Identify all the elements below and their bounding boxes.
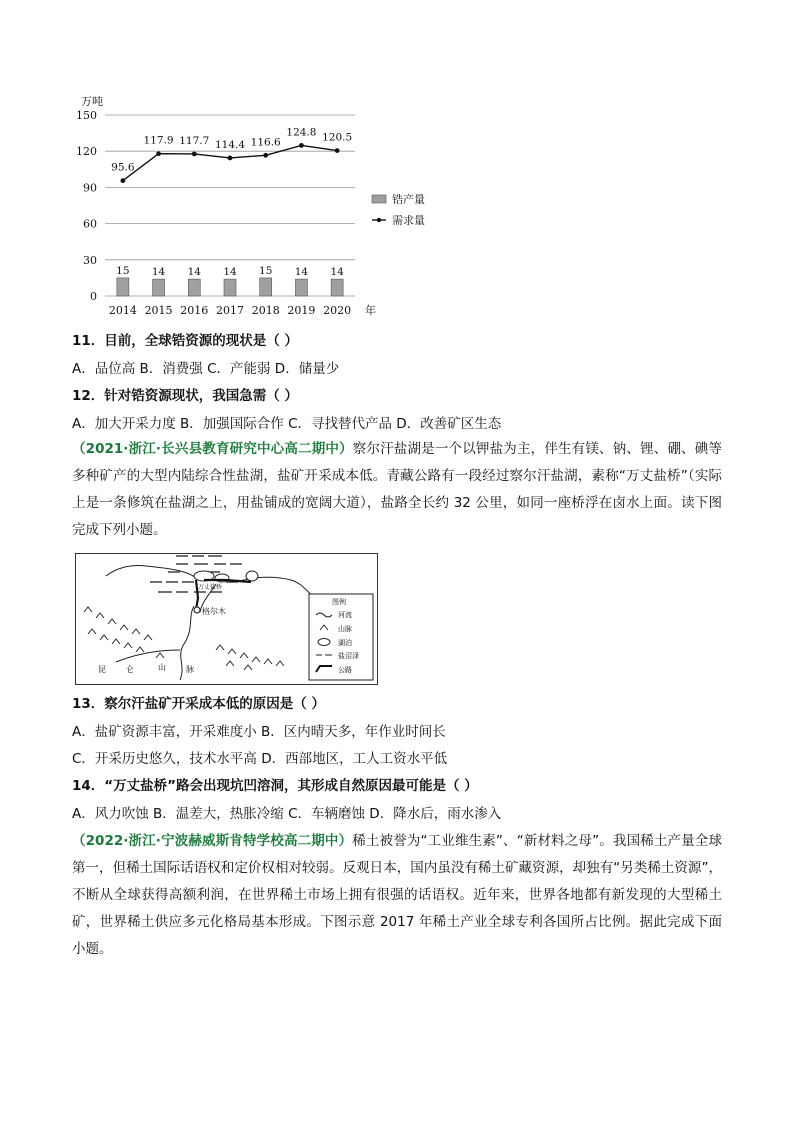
city-label: 格尔木 — [202, 607, 226, 616]
y-tick-label: 90 — [83, 181, 97, 195]
bar — [260, 278, 272, 296]
question-14-options: A．风力吹蚀 B．温差大，热胀冷缩 C．车辆磨蚀 D．降水后，雨水渗入 — [72, 806, 502, 822]
question-12-options: A．加大开采力度 B．加强国际合作 C．寻找替代产品 D．改善矿区生态 — [72, 416, 502, 432]
question-11-stem: 11．目前，全球锆资源的现状是（ ） — [72, 333, 298, 349]
passage-1-text: 察尔汗盐湖是一个以钾盐为主，伴生有镁、钠、锂、硼、碘等多种矿产的大型内陆综合性盐湖，盐矿开采成本低。青藏公路有一段经过察尔汗盐湖，素称“万丈盐桥”（实际上是一条修筑在盐湖之上，用盐铺成的宽阔大道），盐路全长约 32 公里，如同一座桥浮在卤水上面。读下图完成下列小题。 — [72, 441, 722, 538]
bar — [188, 279, 200, 296]
line-data-label: 116.6 — [250, 136, 281, 149]
x-tick-label: 2018 — [251, 304, 280, 317]
river-lines — [106, 565, 316, 680]
bar-data-label: 14 — [151, 266, 166, 279]
line-data-label: 114.4 — [214, 138, 246, 151]
y-tick-label: 30 — [83, 253, 97, 267]
line-data-label: 124.8 — [286, 126, 317, 139]
y-tick-label: 0 — [90, 290, 97, 303]
bar — [331, 279, 343, 296]
passage-1 — [72, 436, 722, 544]
passage-1-source: （2021·浙江·长兴县教育研究中心高二期中） — [72, 441, 353, 457]
mountain-symbols — [84, 607, 284, 670]
bridge-label: 万丈盐桥 — [198, 584, 223, 591]
question-13-stem: 13．察尔汗盐矿开采成本低的原因是（ ） — [72, 696, 325, 712]
mountain-char-4: 脉 — [186, 665, 194, 674]
question-13-options-cd: C．开采历史悠久，技术水平高 D．西部地区，工人工资水平低 — [72, 751, 448, 767]
x-tick-label: 2019 — [287, 304, 316, 317]
bar-data-label: 15 — [259, 264, 273, 277]
bar — [153, 279, 165, 296]
demand-point — [156, 151, 161, 156]
qarhan-map — [75, 553, 378, 685]
line-data-label: 117.7 — [179, 134, 210, 147]
bar-data-label: 15 — [116, 264, 130, 277]
bar-data-label: 14 — [330, 266, 344, 279]
line-data-label: 120.5 — [322, 131, 353, 144]
x-tick-label: 2016 — [180, 304, 209, 317]
demand-point — [299, 143, 304, 148]
legend-lake-symbol — [318, 639, 330, 646]
line-data-label: 117.9 — [143, 134, 174, 147]
city-dot — [194, 607, 200, 613]
legend-line-marker — [377, 218, 381, 222]
legend-bar-label: 锆产量 — [392, 193, 425, 206]
y-axis-label: 万吨 — [81, 95, 103, 108]
demand-point — [120, 178, 125, 183]
passage-2-text: 稀土被誉为“工业维生素”、“新材料之母”。我国稀土产量全球第一，但稀土国际话语权和定价权相对较弱。反观日本，国内虽没有稀土矿藏资源，却独有“另类稀土资源”，不断从全球获得高额利润，在世界稀土市场上拥有很强的话语权。近年来，世界各地都有新发现的大型稀土矿，世界稀土供应多元化格局基本形成。下图示意 2017 年稀土产业全球专利各国所占比例。据此完成下面小题。 — [72, 833, 722, 957]
x-tick-label: 2017 — [216, 304, 244, 317]
question-13-options-ab: A．盐矿资源丰富，开采难度小 B．区内晴天多，年作业时间长 — [72, 724, 446, 740]
mountain-char-2: 仑 — [126, 665, 134, 674]
legend-road: 公路 — [338, 666, 352, 674]
x-tick-label: 2014 — [108, 304, 137, 317]
legend-bar-swatch — [372, 195, 386, 203]
legend-marsh: 盐沼泽 — [338, 652, 359, 660]
mountain-char-3: 山 — [158, 663, 166, 672]
y-tick-label: 150 — [76, 109, 97, 122]
demand-point — [228, 156, 233, 161]
demand-point — [263, 153, 268, 158]
bar-data-label: 14 — [223, 266, 237, 279]
legend-lake: 湖泊 — [338, 639, 352, 647]
question-12-stem: 12．针对锆资源现状，我国急需（ ） — [72, 388, 298, 404]
line-data-label: 95.6 — [111, 161, 135, 174]
y-tick-label: 120 — [76, 145, 97, 159]
x-tick-label: 2015 — [144, 304, 173, 317]
demand-point — [335, 148, 340, 153]
passage-2 — [72, 828, 722, 963]
legend-river: 河流 — [338, 611, 352, 619]
passage-2-source: （2022·浙江·宁波赫威斯肯特学校高二期中） — [72, 833, 353, 849]
bar — [117, 278, 129, 296]
legend-mountain: 山脉 — [338, 625, 352, 633]
x-axis-label: 年 — [365, 304, 376, 317]
legend-line-label: 需求量 — [392, 214, 425, 227]
question-14-stem: 14．“万丈盐桥”路会出现坑凹溶洞，其形成自然原因最可能是（ ） — [72, 778, 478, 794]
bar — [295, 279, 307, 296]
bar — [224, 279, 236, 296]
bar-data-label: 14 — [187, 266, 201, 279]
legend-title: 图例 — [332, 598, 346, 606]
zirconium-chart — [60, 85, 460, 325]
y-tick-label: 60 — [83, 217, 97, 231]
demand-point — [192, 152, 197, 157]
mountain-char-1: 昆 — [98, 665, 106, 674]
bar-data-label: 14 — [294, 266, 309, 279]
question-11-options: A．品位高 B．消费强 C．产能弱 D．储量少 — [72, 361, 340, 377]
x-tick-label: 2020 — [323, 304, 352, 317]
